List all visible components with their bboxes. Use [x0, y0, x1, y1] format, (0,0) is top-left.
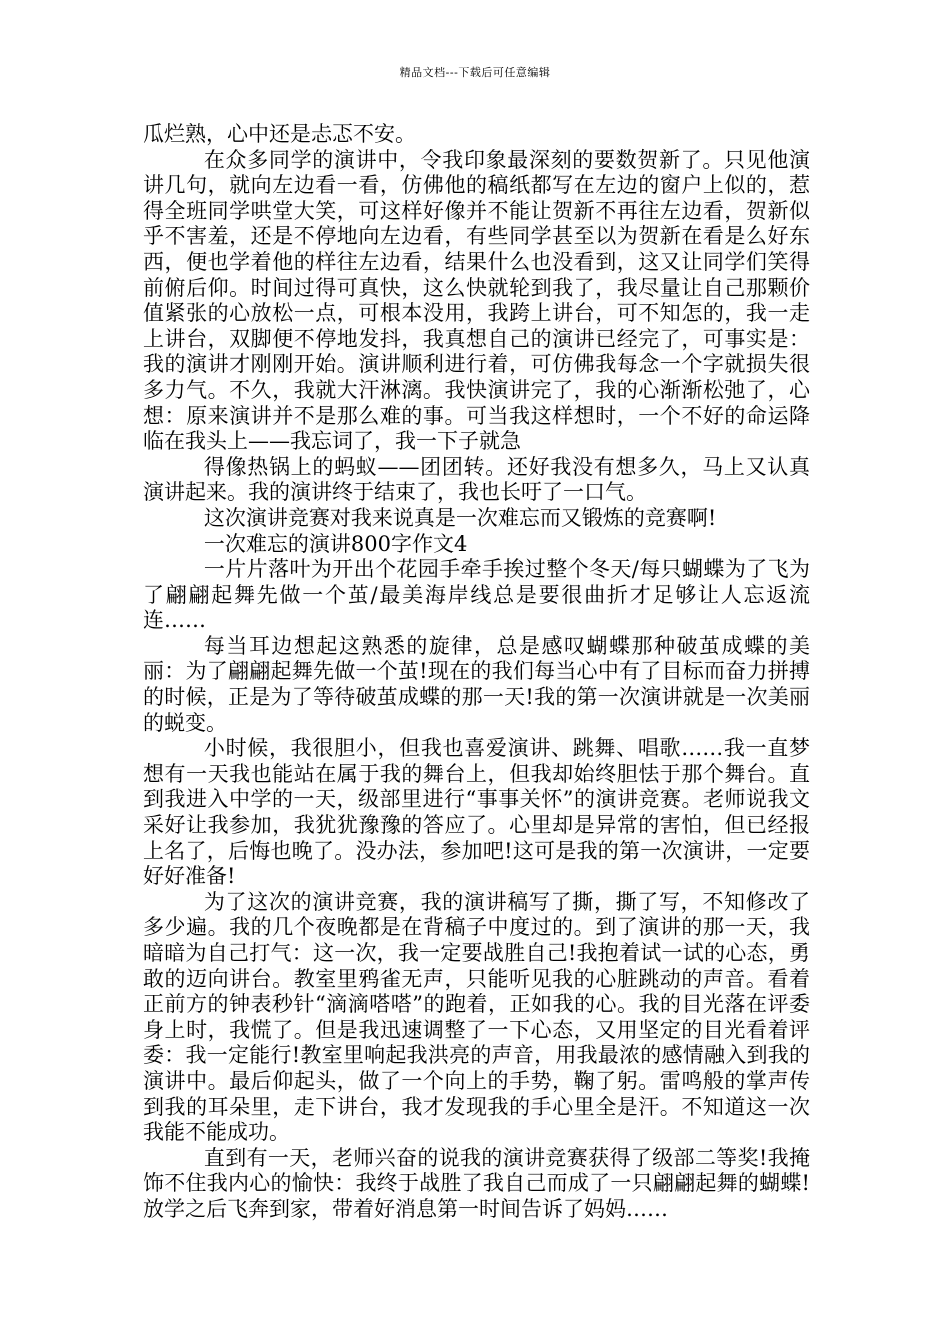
- paragraph-4: 这次演讲竞赛对我来说真是一次难忘而又锻炼的竞赛啊!: [203, 505, 717, 530]
- paragraph-9: 直到有一天，老师兴奋的说我的演讲竞赛获得了级部二等奖!我掩饰不住我内心的愉快：我终于战胜了我自己而成了一只翩翩起舞的蝴蝶!放学之后飞奔到家，带着好消息第一时间告诉了妈妈……: [143, 1145, 810, 1221]
- paragraph-8: 为了这次的演讲竞赛，我的演讲稿写了撕，撕了写，不知修改了多少遍。我的几个夜晚都是在背稿子中度过的。到了演讲的那一天，我暗暗为自己打气：这一次，我一定要战胜自己!我抱着试一试的心态，勇敢的迈向讲台。教室里鸦雀无声，只能听见我的心脏跳动的声音。看着正前方的钟表秒针“滴滴嗒嗒”的跑着，正如我的心。我的目光落在评委身上时，我慌了。但是我迅速调整了一下心态，又用坚定的目光看着评委：我一定能行!教室里响起我洪亮的声音，用我最浓的感情融入到我的演讲中。最后仰起头，做了一个向上的手势，鞠了躬。雷鸣般的掌声传到我的耳朵里，走下讲台，我才发现我的手心里全是汗。不知道这一次我能不能成功。: [143, 889, 810, 1145]
- paragraph-3: 得像热锅上的蚂蚁——团团转。还好我没有想多久，马上又认真演讲起来。我的演讲终于结束了，我也长吁了一口气。: [143, 454, 810, 505]
- page-header: 精品文档---下载后可任意编辑: [399, 66, 551, 79]
- paragraph-lyrics: 一片片落叶为开出个花园手牵手挨过整个冬天/每只蝴蝶为了飞为了翩翩起舞先做一个茧/最美海岸线总是要很曲折才足够让人忘返流连……: [143, 557, 810, 633]
- paragraph-1: 瓜烂熟，心中还是忐忑不安。: [143, 122, 416, 146]
- document-body: [143, 122, 810, 1223]
- paragraph-6: 每当耳边想起这熟悉的旋律，总是感叹蝴蝶那种破茧成蝶的美丽：为了翩翩起舞先做一个茧!现在的我们每当心中有了目标而奋力拼搏的时候，正是为了等待破茧成蝶的那一天!我的第一次演讲就是一次美丽的蜕变。: [143, 633, 810, 735]
- paragraph-7: 小时候，我很胆小，但我也喜爱演讲、跳舞、唱歌……我一直梦想有一天我也能站在属于我的舞台上，但我却始终胆怯于那个舞台。直到我进入中学的一天，级部里进行“事事关怀”的演讲竞赛。老师说我文采好让我参加，我犹犹豫豫的答应了。心里却是异常的害怕，但已经报上名了，后悔也晚了。没办法，参加吧!这可是我的第一次演讲，一定要好好准备!: [143, 736, 810, 889]
- paragraph-2: 在众多同学的演讲中，令我印象最深刻的要数贺新了。只见他演讲几句，就向左边看一看，仿佛他的稿纸都写在左边的窗户上似的，惹得全班同学哄堂大笑，可这样好像并不能让贺新不再往左边看，贺新似乎不害羞，还是不停地向左边看，有些同学甚至以为贺新在看是么好东西，便也学着他的样往左边看，结果什么也没看到，这又让同学们笑得前俯后仰。时间过得可真快，这么快就轮到我了，我尽量让自己那颗价值紧张的心放松一点，可根本没用，我跨上讲台，可不知怎的，我一走上讲台，双脚便不停地发抖，我真想自己的演讲已经完了，可事实是：我的演讲才刚刚开始。演讲顺利进行着，可仿佛我每念一个字就损失很多力气。不久，我就大汗淋漓。我快演讲完了，我的心渐渐松弛了，心想：原来演讲并不是那么难的事。可当我这样想时，一个不好的命运降临在我头上——我忘词了，我一下子就急: [143, 147, 810, 454]
- section-title: 一次难忘的演讲800字作文4: [203, 531, 468, 556]
